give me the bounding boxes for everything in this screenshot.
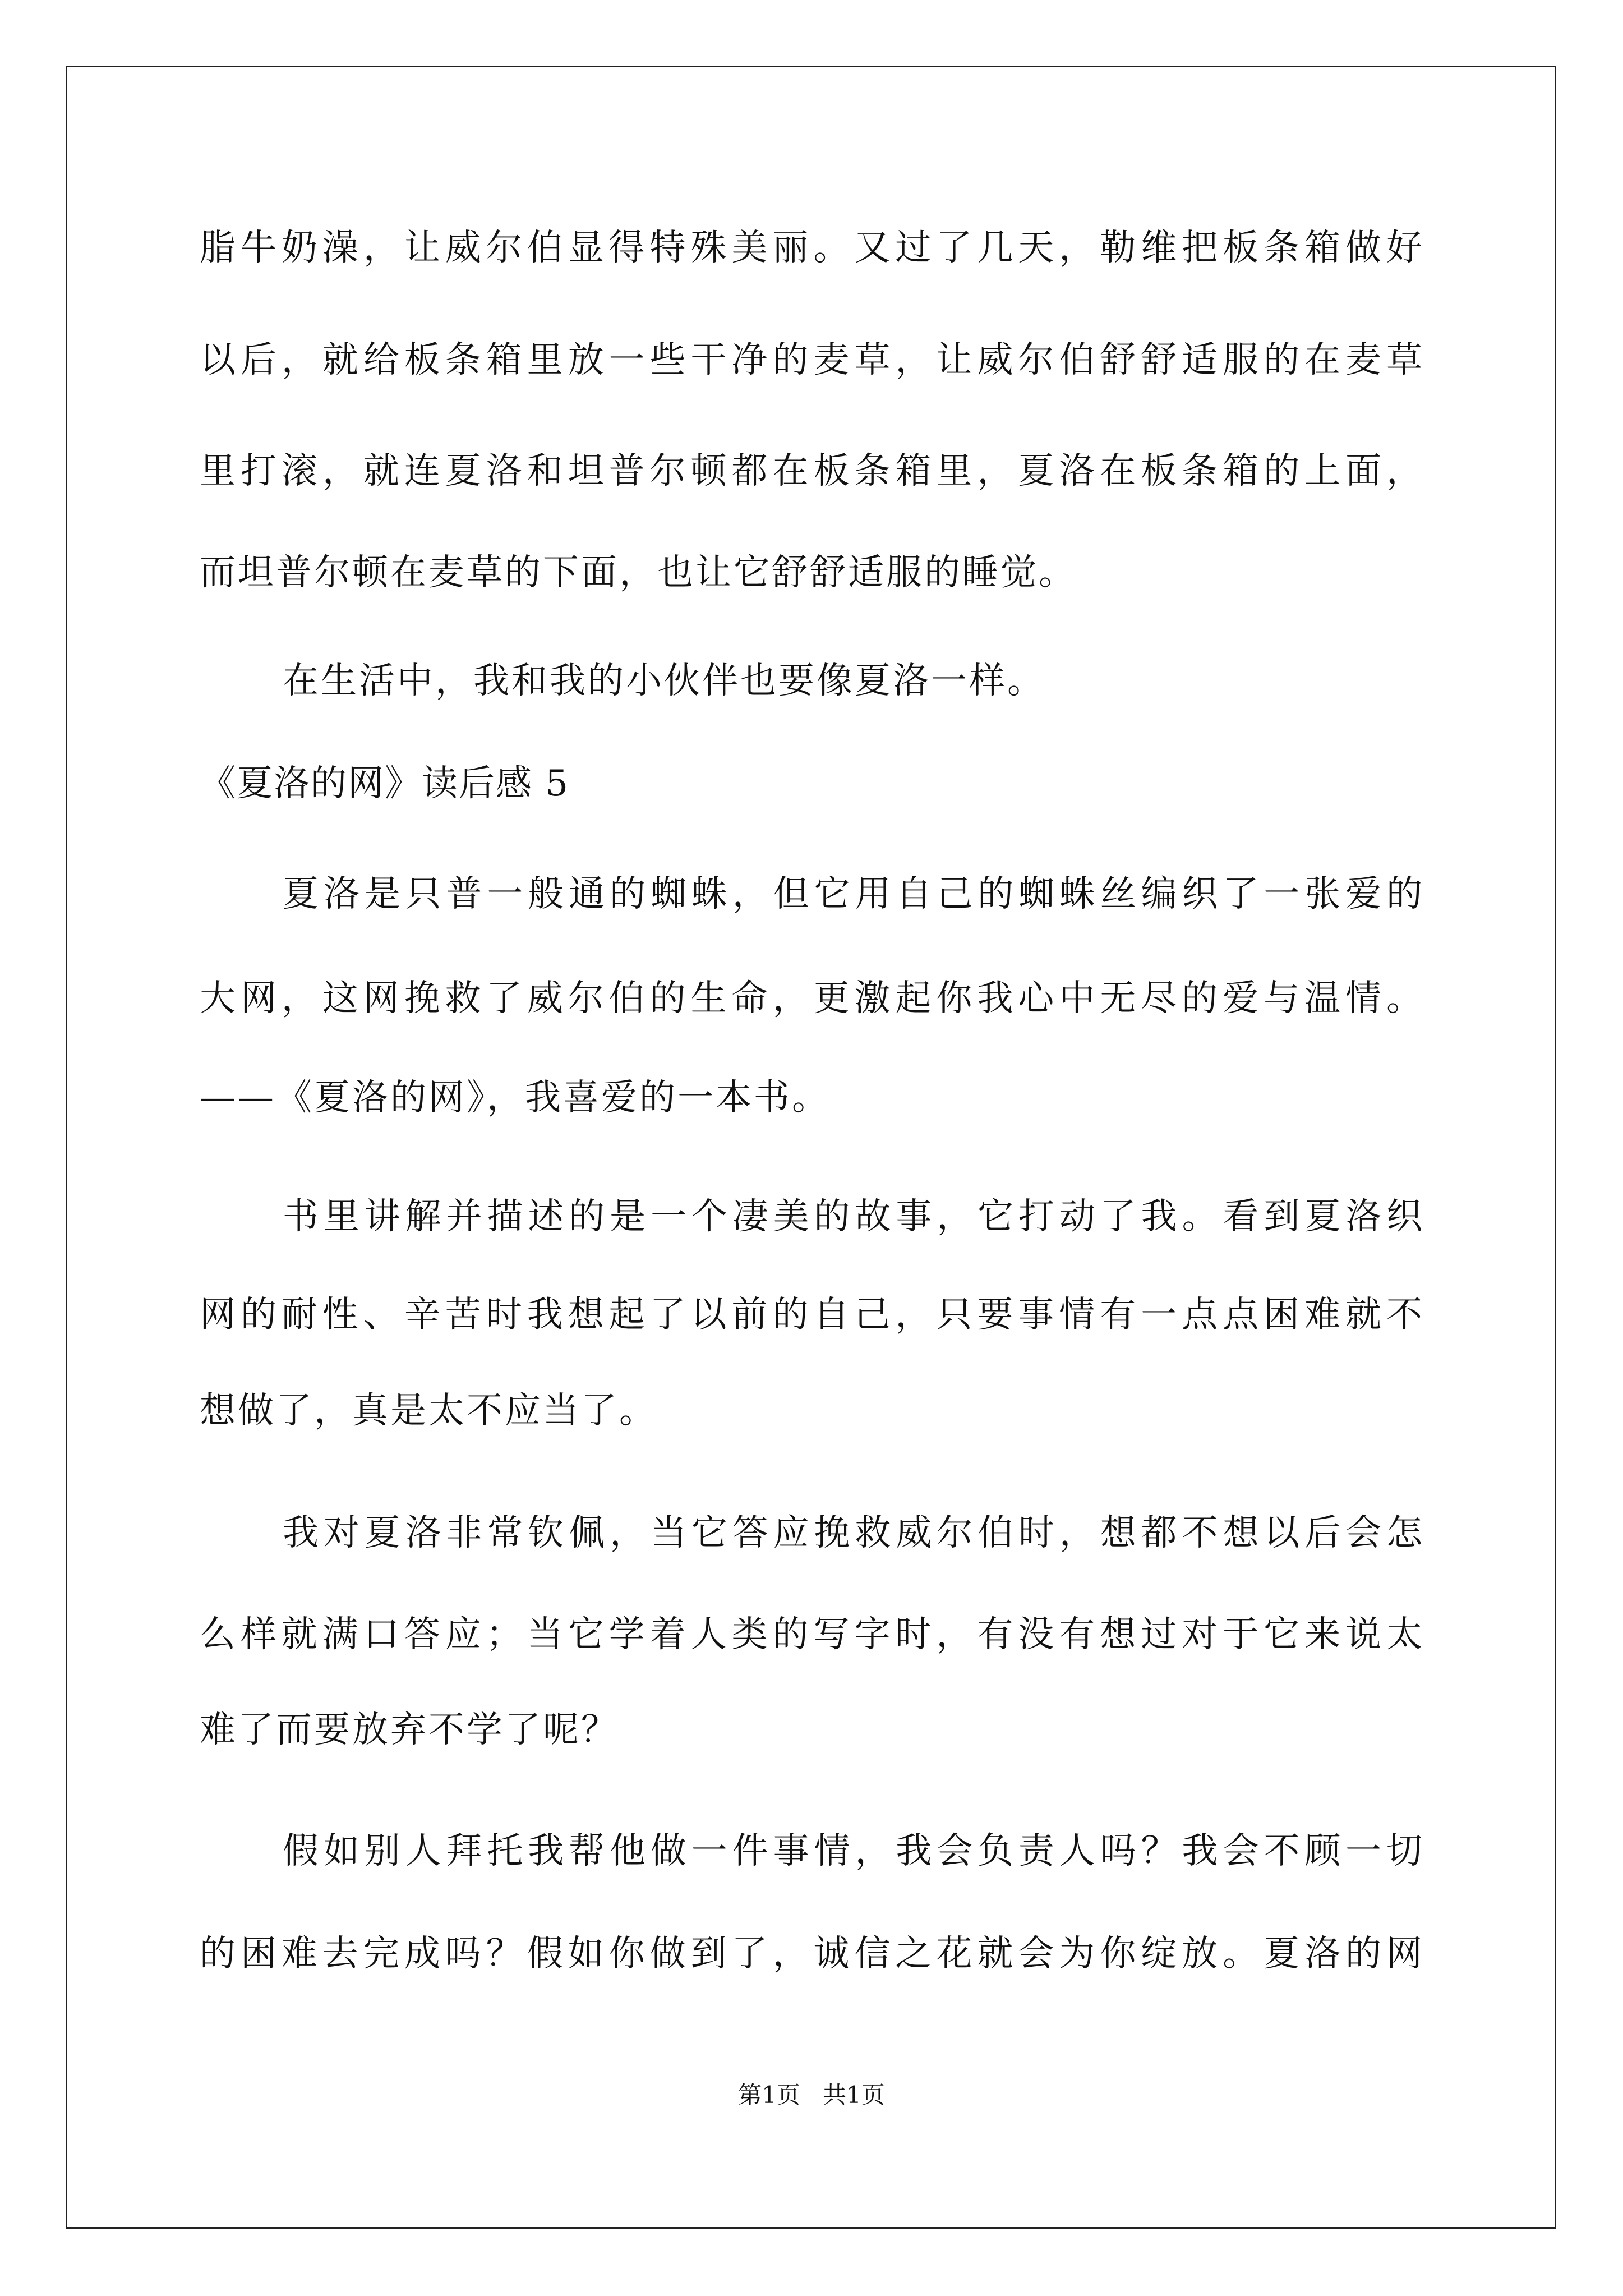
text-line: ——《夏洛的网》，我喜爱的一本书。 [200,1077,830,1119]
text-line: 大网，这网挽救了威尔伯的生命，更激起你我心中无尽的爱与温情。 [200,978,1422,1019]
paragraph-line: 我对夏洛非常钦佩，当它答应挽救威尔伯时，想都不想以后会怎 [283,1512,1422,1554]
text-line: 想做了，真是太不应当了。 [200,1390,657,1432]
page-footer: 第1页 共1页 [738,2081,885,2109]
text-line: 么样就满口答应；当它学着人类的写字时，有没有想过对于它来说太 [200,1614,1422,1655]
section-heading: 《夏洛的网》读后感 5 [200,763,570,804]
paragraph-line: 书里讲解并描述的是一个凄美的故事，它打动了我。看到夏洛织 [283,1196,1422,1237]
text-line: 难了而要放弃不学了呢？ [200,1709,619,1751]
text-line: 而坦普尔顿在麦草的下面，也让它舒舒适服的睡觉。 [200,552,1077,593]
page-border [66,66,1556,2229]
paragraph-line: 夏洛是只普一般通的蜘蛛，但它用自己的蜘蛛丝编织了一张爱的 [283,873,1422,915]
paragraph-line: 在生活中，我和我的小伙伴也要像夏洛一样。 [283,660,1045,702]
text-line: 网的耐性、辛苦时我想起了以前的自己，只要事情有一点点困难就不 [200,1294,1422,1336]
paragraph-line: 假如别人拜托我帮他做一件事情，我会负责人吗？我会不顾一切 [283,1830,1422,1872]
text-line: 以后，就给板条箱里放一些干净的麦草，让威尔伯舒舒适服的在麦草 [200,339,1422,381]
text-line: 的困难去完成吗？假如你做到了，诚信之花就会为你绽放。夏洛的网 [200,1933,1422,1975]
text-line: 脂牛奶澡，让威尔伯显得特殊美丽。又过了几天，勒维把板条箱做好 [200,227,1422,269]
text-line: 里打滚，就连夏洛和坦普尔顿都在板条箱里，夏洛在板条箱的上面， [200,450,1422,492]
